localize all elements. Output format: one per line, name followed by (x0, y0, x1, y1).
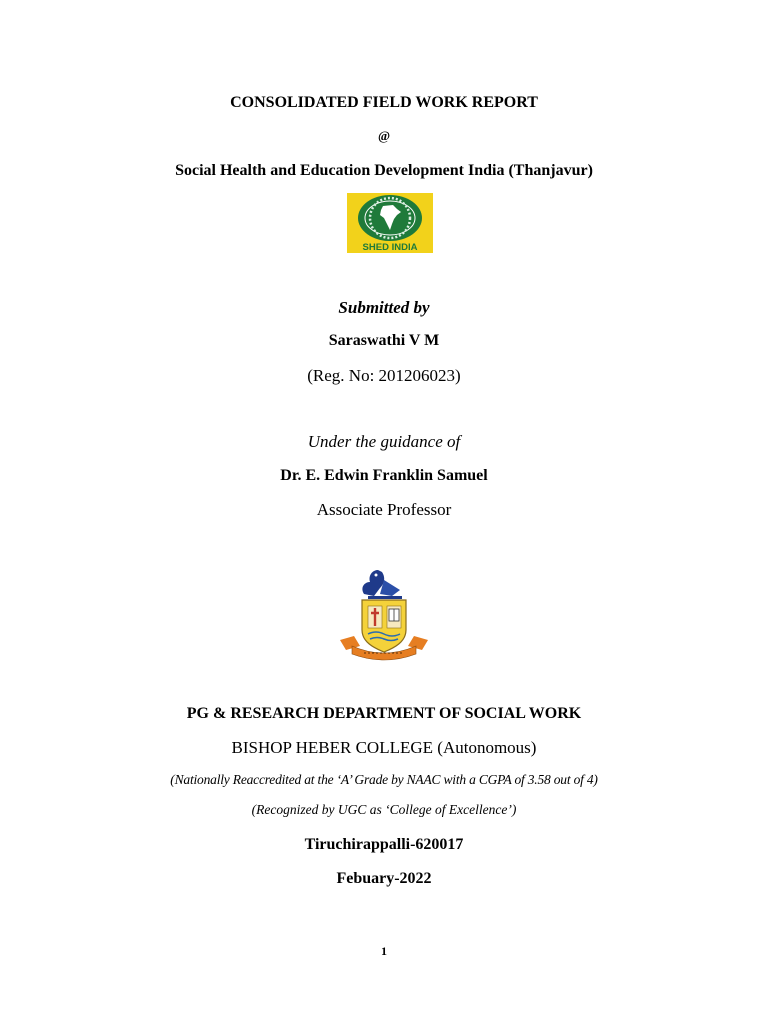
guide-designation: Associate Professor (316, 500, 452, 519)
guide-name: Dr. E. Edwin Franklin Samuel (280, 467, 488, 484)
report-title: CONSOLIDATED FIELD WORK REPORT (230, 94, 538, 111)
college-name: BISHOP HEBER COLLEGE (231, 738, 434, 757)
registration-number: (Reg. No: 201206023) (307, 366, 461, 385)
college-line (0, 738, 768, 758)
recognition-note: (Recognized by UGC as ‘College of Excellence’) (251, 802, 517, 817)
bishop-heber-college-crest (334, 566, 434, 662)
department-name: PG & RESEARCH DEPARTMENT OF SOCIAL WORK (186, 705, 582, 722)
shed-india-logo-label: SHED INDIA (362, 242, 418, 253)
shed-india-logo (347, 193, 433, 253)
submitted-by-label: Submitted by (338, 298, 430, 317)
city-pincode: Tiruchirappalli-620017 (304, 836, 464, 853)
page-number: 1 (381, 944, 387, 958)
accreditation-note: (Nationally Reaccredited at the ‘A’ Grade by NAAC with a CGPA of 3.58 out of 4) (170, 772, 598, 787)
college-status: (Autonomous) (437, 738, 537, 757)
guidance-label: Under the guidance of (307, 432, 461, 451)
report-date: Febuary-2022 (336, 870, 432, 887)
student-name: Saraswathi V M (328, 332, 440, 349)
at-symbol: @ (377, 128, 391, 143)
organization-name: Social Health and Education Development India (Thanjavur) (175, 162, 593, 179)
